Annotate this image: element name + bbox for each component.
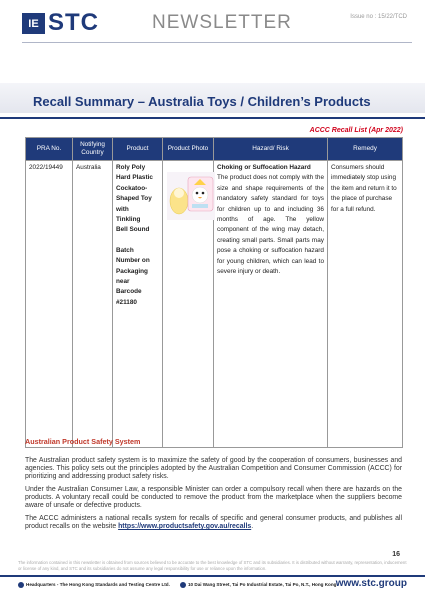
- recall-list-label: ACCC Recall List (Apr 2022): [309, 127, 403, 134]
- paragraph-2: Under the Australian Consumer Law, a responsible Minister can order a compulsory recall when there are hazards on the products. A voluntary recall could be conducted to remove the product from the marketplace when the suppliers become aware of unsafe or defective products.: [25, 486, 402, 510]
- disclaimer: The information contained in this newsletter is obtained from sources believed to be accurate to the best knowledge of STC and its subsidiaries. It is distributed without warranty, representation, inducement or license of any kind, and STC and its subsidiaries do not assume any legal responsibility for use or reliance upon the information.: [18, 560, 407, 571]
- table-row: [26, 161, 403, 448]
- footer-headquarters: [18, 582, 170, 588]
- stc-logo-mark: IE: [22, 13, 45, 34]
- product-line: with: [116, 205, 129, 213]
- paragraph-3-end: .: [251, 523, 254, 531]
- header-hazard: Hazard/ Risk: [214, 138, 328, 161]
- product-line: #21180: [116, 298, 137, 306]
- recall-table: [25, 137, 403, 448]
- stc-logo-text: STC: [48, 9, 99, 36]
- paragraph-1: The Australian product safety system is to maximize the safety of good by the cooperation of consumers, businesses and agencies. This policy sets out the principles adopted by the Australian Competition and Consumer Commission (ACCC) for prioritizing and addressing product safety risks.: [25, 457, 402, 481]
- title-underline: [0, 117, 425, 119]
- product-line: near: [116, 278, 130, 286]
- header-photo: Product Photo: [163, 138, 214, 161]
- table-header-row: [26, 138, 403, 161]
- issue-number: Issue no : 15/22/TCD: [350, 14, 407, 20]
- newsletter-title: NEWSLETTER: [152, 12, 292, 33]
- header-pra-no: PRA No.: [26, 138, 73, 161]
- recalls-link[interactable]: https://www.productsafety.gov.au/recalls: [118, 523, 252, 531]
- page-number: 16: [392, 551, 400, 558]
- header-country: Notifying Country: [73, 138, 113, 161]
- cell-country: Australia: [73, 161, 113, 448]
- section-title: Australian Product Safety System: [25, 437, 141, 446]
- paragraph-3: [25, 515, 402, 531]
- footer-divider: [0, 575, 425, 577]
- product-line: Roly Poly: [116, 164, 146, 171]
- product-line: Tinkling: [116, 216, 141, 224]
- hazard-heading: Choking or Suffocation Hazard: [217, 164, 311, 171]
- product-photo: [166, 171, 216, 221]
- paragraph-3-text: The ACCC administers a national recalls system for recalls of specific and general consumer products, and publishes all product recalls on the website: [25, 515, 402, 531]
- footer-address-text: 10 Dai Wang Street, Tai Po Industrial Estate, Tai Po, N.T., Hong Kong: [188, 582, 337, 588]
- footer-website[interactable]: www.stc.group: [335, 578, 407, 589]
- footer-hq-text: Headquarters - The Hong Kong Standards and Testing Centre Ltd.: [26, 582, 170, 588]
- cell-product: [113, 161, 163, 448]
- product-line: Hard Plastic: [116, 174, 153, 182]
- footer-address: [180, 582, 336, 588]
- building-icon: [18, 582, 24, 588]
- header-product: Product: [113, 138, 163, 161]
- product-line: Batch: [116, 246, 134, 254]
- cell-pra-no: 2022/19449: [26, 161, 73, 448]
- header-remedy: Remedy: [328, 138, 403, 161]
- product-line: Number on: [116, 257, 150, 265]
- product-line: Shaped Toy: [116, 195, 152, 203]
- page-title: Recall Summary – Australia Toys / Children’s Products: [33, 94, 371, 109]
- cell-photo: [163, 161, 214, 448]
- hazard-text: The product does not comply with the size and shape requirements of the mandatory safety standard for toys for children up to and including 36 months of age. The yellow component of the wing may detach, creating small parts. Small parts may pose a choking or suffocation hazard for young children, which can lead to severe injury or death.: [217, 174, 324, 276]
- cell-hazard: [214, 161, 328, 448]
- cell-remedy: Consumers should immediately stop using the item and return it to the place of purchase for a full refund.: [328, 161, 403, 448]
- product-line: Packaging: [116, 267, 148, 275]
- product-line: Barcode: [116, 288, 142, 296]
- header-divider: [22, 42, 412, 43]
- location-pin-icon: [180, 582, 186, 588]
- product-line: Cockatoo-: [116, 184, 148, 192]
- product-line: Bell Sound: [116, 226, 150, 234]
